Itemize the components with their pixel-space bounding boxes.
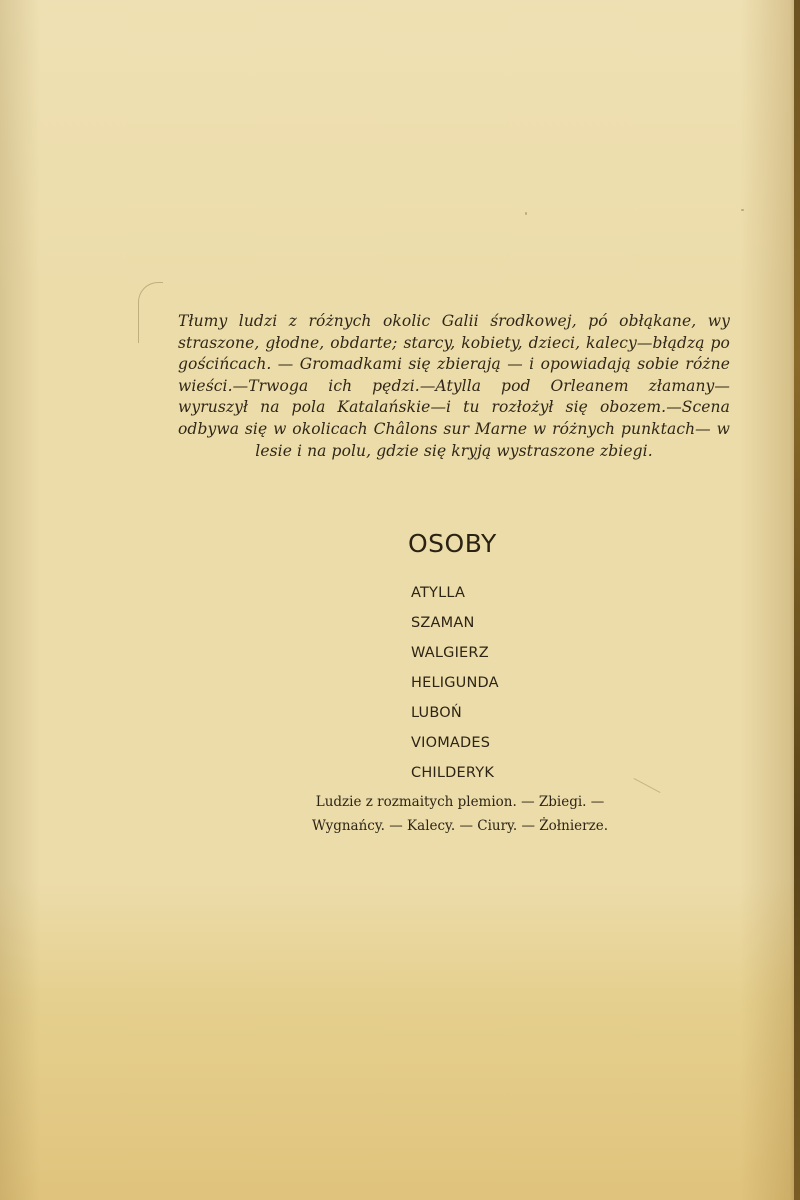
cast-item-lubon: LUBOŃ — [411, 705, 462, 721]
cast-item-childeryk: CHILDERYK — [411, 765, 495, 781]
cast-item-szaman: SZAMAN — [411, 615, 475, 631]
cast-extras-line-1: Ludzie z rozmaitych plemion. — Zbiegi. — — [315, 794, 605, 810]
cast-heading: OSOBY — [408, 529, 497, 558]
paper-speck — [741, 209, 744, 211]
paper-speck — [525, 212, 527, 215]
paper-mark — [138, 282, 163, 343]
cast-item-viomades: VIOMADES — [411, 735, 491, 751]
stage-direction-paragraph: Tłumy ludzi z różnych okolic Galii środkowej, pó obłąkane, wy straszone, głodne, obdarte; starcy, kobiety, dzieci, kalecy—błądzą po gościńcach. — Gromadkami się zbierają — i opowiadają sobie różne wieści.—Trwoga ich pędzi.—Atylla pod Orleanem złamany— wyruszył na pola Katalańskie—i tu rozłożył się obozem.—Scena odbywa się w okolicach Châlons sur Marne w różnych punktach— w lesie i na polu, gdzie się kryją wystraszone zbiegi. — [178, 312, 730, 460]
cast-item-atylla: ATYLLA — [411, 585, 466, 601]
cast-list — [411, 578, 499, 788]
cast-item-heligunda: HELIGUNDA — [411, 675, 499, 691]
page-edge-binding — [794, 0, 800, 1200]
cast-extras-line-2: Wygnańcy. — Kalecy. — Ciury. — Żołnierze. — [312, 818, 608, 834]
cast-extras — [280, 790, 640, 838]
cast-item-walgierz: WALGIERZ — [411, 645, 489, 661]
